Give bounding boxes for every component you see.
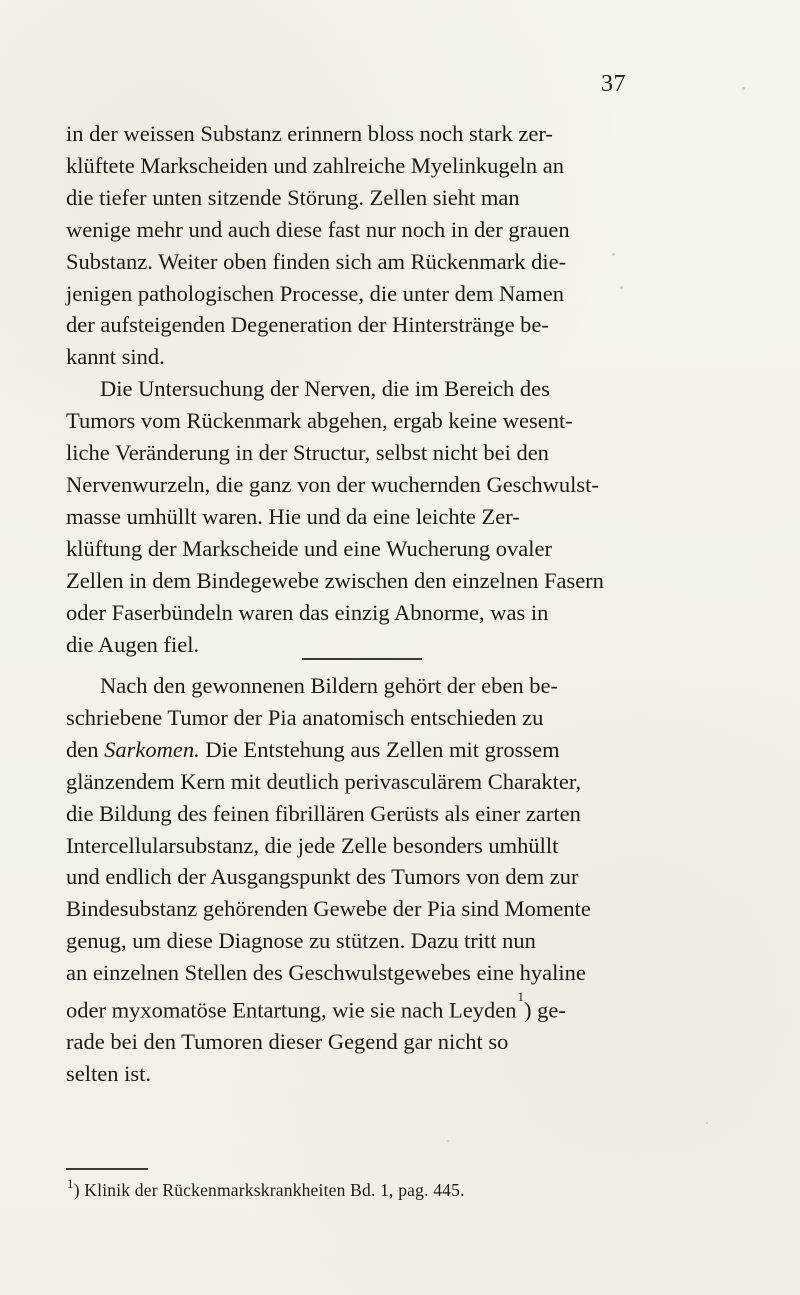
text-fragment: oder myxomatöse Entartung, wie sie nach Leyden [66,997,517,1023]
text-line: die Augen fiel. [66,631,200,657]
text-line: Zellen in dem Bindegewebe zwischen den einzelnen Fasern [66,567,604,593]
section-divider [302,658,422,660]
footnote-marker: 1 [67,1176,74,1191]
text-fragment: den [66,736,105,762]
text-fragment: ) [523,997,532,1023]
paper-speck [447,1140,449,1142]
text-line: Die Untersuchung der Nerven, die im Bereich des [100,376,550,402]
paragraph-2 [66,373,626,660]
text-line: klüftung der Markscheide und eine Wucherung ovaler [66,535,553,561]
text-line: an einzelnen Stellen des Geschwulstgewebes eine hyaline [66,960,586,986]
text-line: Substanz. Weiter oben finden sich am Rückenmark die- [66,248,567,274]
text-line: jenigen pathologischen Processe, die unter dem Namen [66,280,564,306]
body-text-upper [66,118,626,660]
text-line: Tumors vom Rückenmark abgehen, ergab keine wesent- [66,408,573,434]
text-line [66,989,626,1026]
italic-term: Sarkomen. [104,736,200,762]
text-line: die Bildung des feinen fibrillären Gerüsts als einer zarten [66,800,581,826]
text-fragment: ge- [531,997,566,1023]
text-line: Nervenwurzeln, die ganz von der wuchernden Geschwulst- [66,471,599,497]
text-line: masse umhüllt waren. Hie und da eine leichte Zer- [66,503,520,529]
text-line: Nach den gewonnenen Bildern gehört der eben be- [100,673,558,698]
text-line: glänzendem Kern mit deutlich perivasculärem Charakter, [66,768,582,794]
paragraph-1 [66,118,626,373]
text-line: Bindesubstanz gehörenden Gewebe der Pia sind Momente [66,896,591,922]
page-number: 37 [601,71,626,97]
text-line: kannt sind. [66,344,165,370]
text-line: Intercellularsubstanz, die jede Zelle besonders umhüllt [66,832,559,858]
text-line: die tiefer unten sitzende Störung. Zellen sieht man [66,184,520,210]
body-text-lower [66,670,626,1090]
text-line [66,734,626,766]
footnote-text: ) Klinik der Rückenmarkskrankheiten Bd. 1, pag. 445. [73,1180,465,1200]
text-line: und endlich der Ausgangspunkt des Tumors von dem zur [66,864,579,890]
footnote [66,1178,626,1204]
text-line: oder Faserbündeln waren das einzig Abnorme, was in [66,599,549,625]
text-line: genug, um diese Diagnose zu stützen. Dazu tritt nun [66,928,536,954]
text-line: in der weissen Substanz erinnern bloss noch stark zer- [66,121,553,146]
paper-speck [742,87,745,90]
text-line: wenige mehr und auch diese fast nur noch in der grauen [66,216,570,242]
footnote-reference: 1 [517,989,524,1005]
text-line: der aufsteigenden Degeneration der Hinterstränge be- [66,312,549,338]
paper-speck [706,1122,708,1124]
text-line: rade bei den Tumoren dieser Gegend gar nicht so [66,1029,509,1055]
text-line: selten ist. [66,1061,151,1087]
text-fragment: Die Entstehung aus Zellen mit grossem [199,736,560,762]
text-line: klüftete Markscheiden und zahlreiche Myelinkugeln an [66,152,564,178]
text-line: liche Veränderung in der Structur, selbst nicht bei den [66,440,549,466]
paragraph-3 [66,670,626,1090]
text-line: schriebene Tumor der Pia anatomisch entschieden zu [66,704,544,730]
footnote-divider [66,1168,148,1170]
